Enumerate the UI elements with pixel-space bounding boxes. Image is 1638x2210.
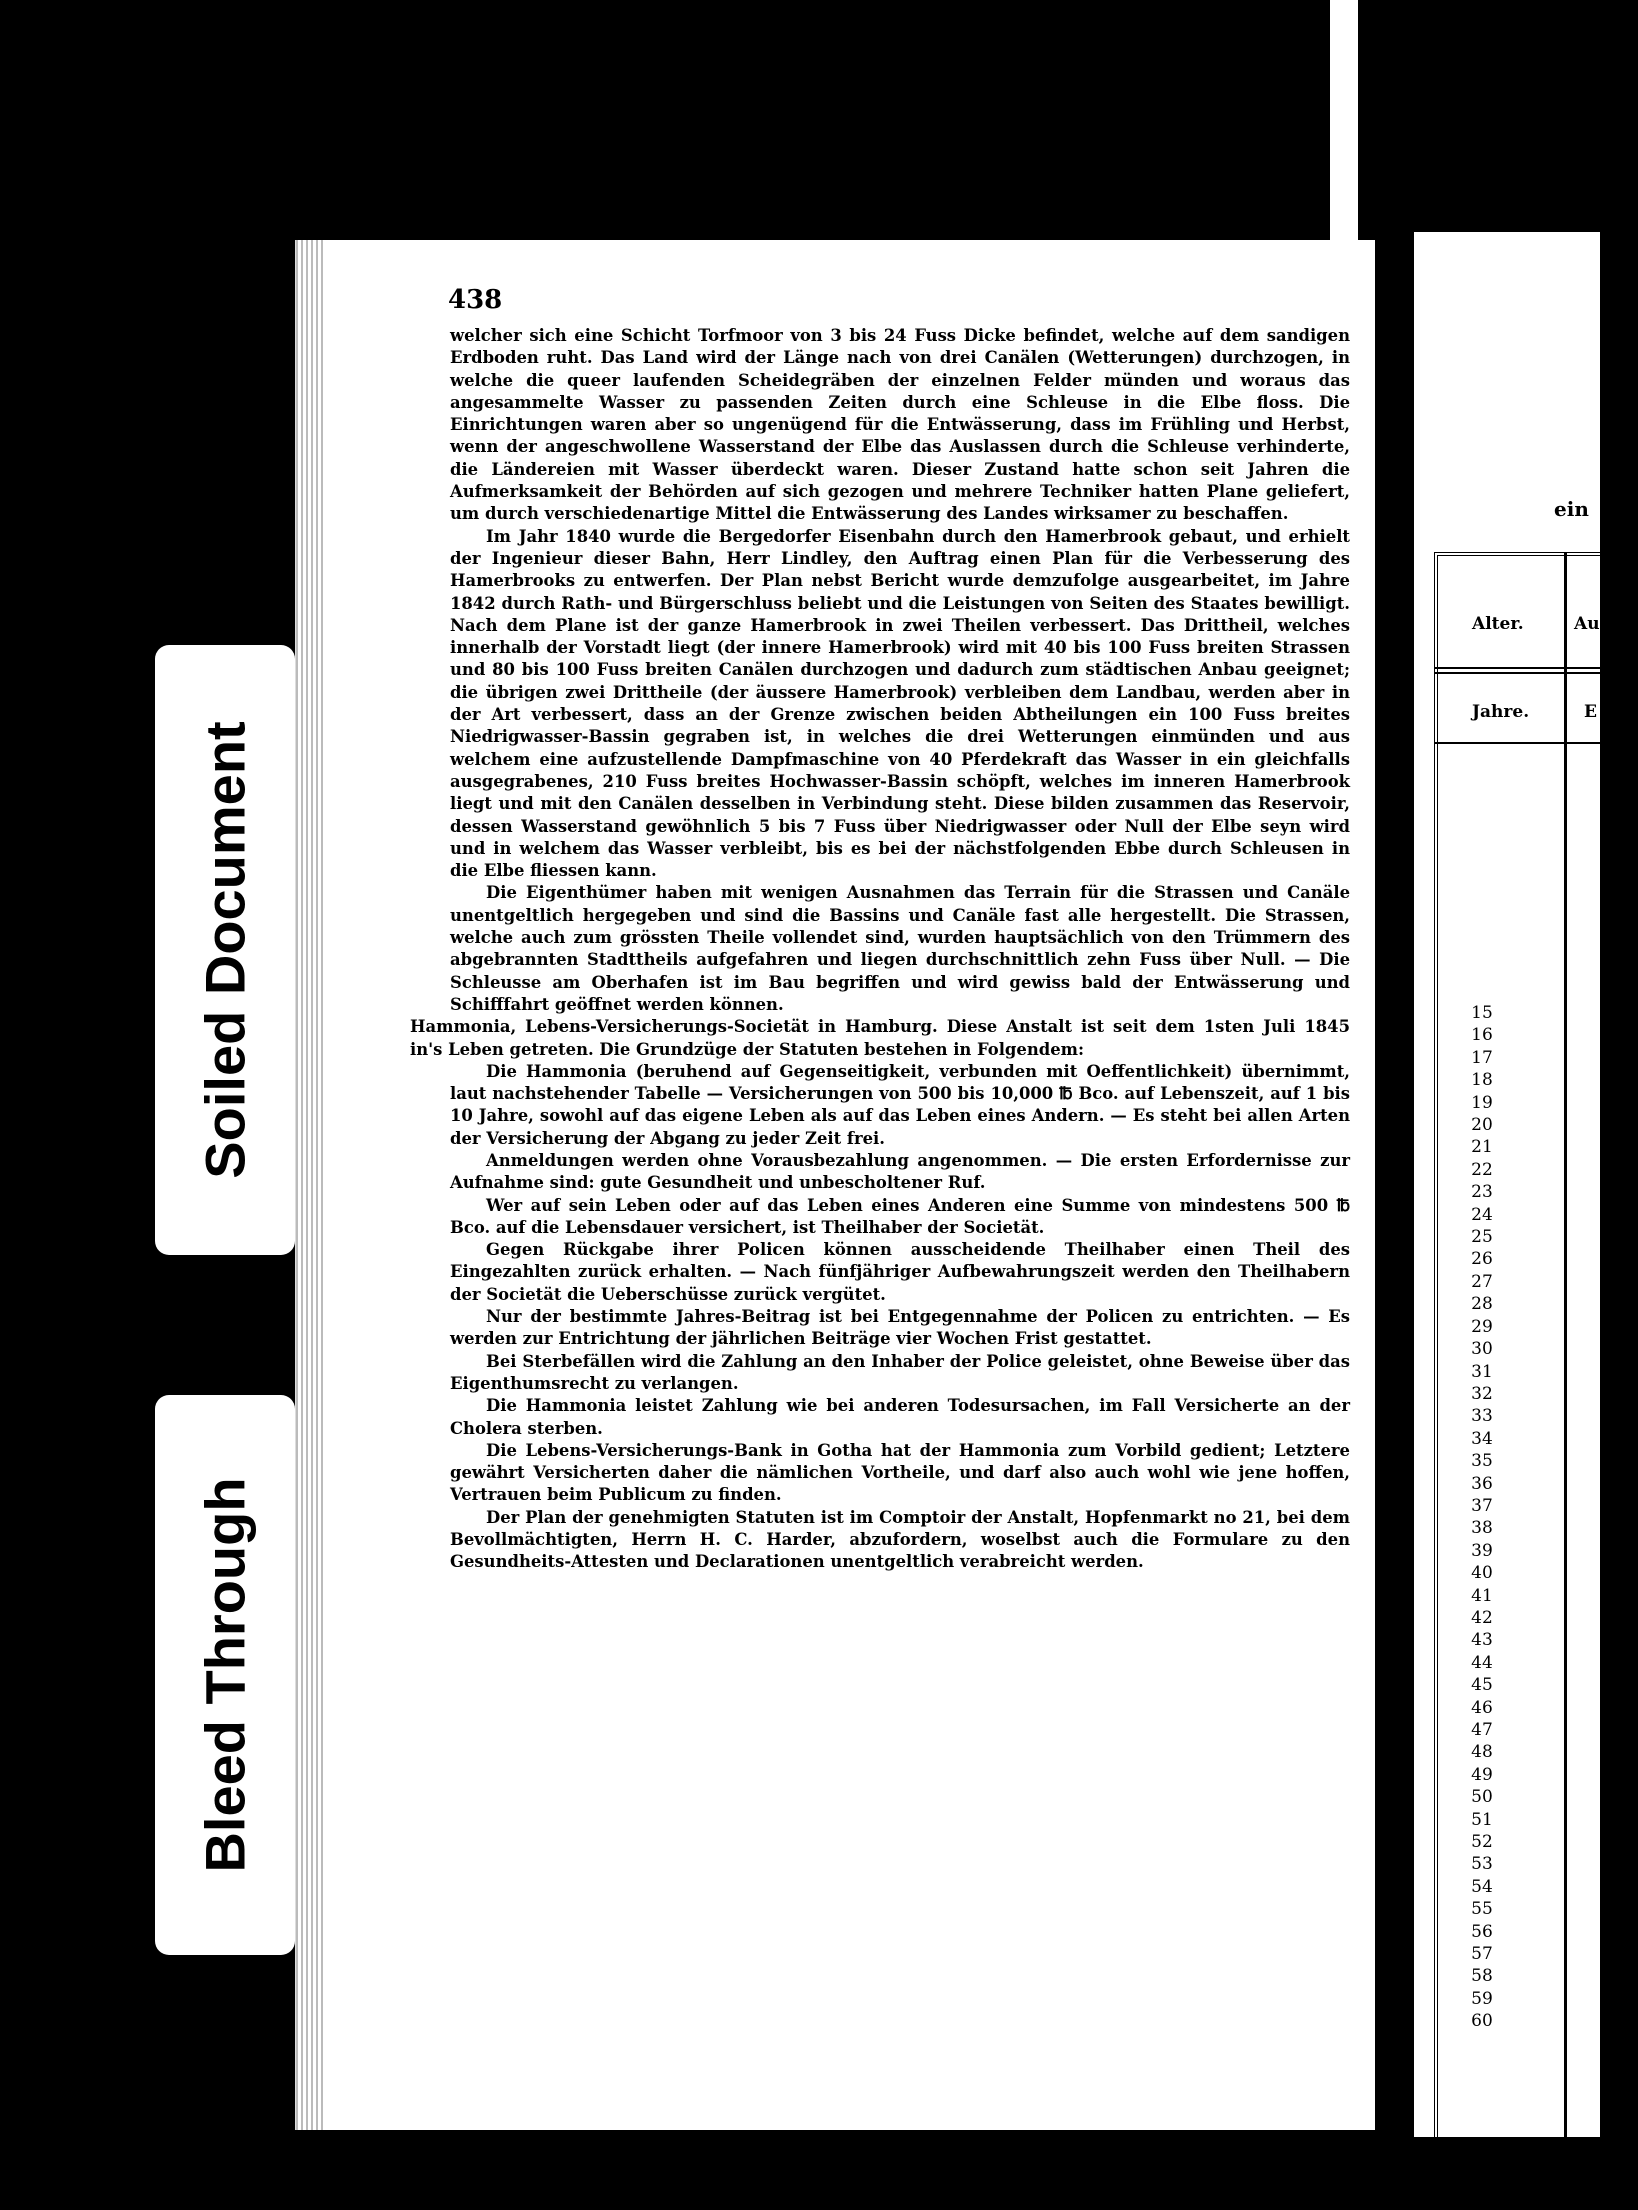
page-number: 438 — [448, 285, 503, 315]
age-cell: 51 — [1471, 1809, 1493, 1830]
age-cell: 45 — [1471, 1675, 1493, 1696]
col-jahre-subheader: Jahre. — [1472, 702, 1530, 722]
age-cell: 57 — [1471, 1944, 1493, 1965]
table-rule — [1434, 742, 1634, 744]
age-cell: 59 — [1471, 1988, 1493, 2009]
bleed-label-text: Bleed Through — [193, 1477, 257, 1873]
age-cell: 22 — [1471, 1159, 1493, 1180]
age-cell: 48 — [1471, 1742, 1493, 1763]
age-cell: 53 — [1471, 1854, 1493, 1875]
age-cell: 56 — [1471, 1921, 1493, 1942]
paragraph: Die Eigenthümer haben mit wenigen Ausnahmen das Terrain für die Strassen und Canäle unentgeltlich hergegeben und sind die Bassins und Canäle fast alle hergestellt. Die Strassen, welche auch zum grössten Theile vollendet sind, wurden hauptsächlich von den Trümmern des abgebrannten Stadttheils aufgefahren und liegen durchschnittlich zehn Fuss über Null. — Die Schleusse am Oberhafen ist im Bau begriffen und wird gewiss bald der Entwässerung und Schifffahrt geöffnet werden können. — [450, 883, 1350, 1014]
right-heading-fragment: ein — [1554, 497, 1589, 521]
table-rule — [1434, 2147, 1634, 2149]
age-cell: 28 — [1471, 1294, 1493, 1315]
paragraph: Hammonia, Lebens-Versicherungs-Societät in Hamburg. Diese Anstalt ist seit dem 1sten Juli 1845 in's Leben getreten. Die Grundzüge der Statuten bestehen in Folgendem: — [410, 1017, 1350, 1059]
age-cell: 46 — [1471, 1697, 1493, 1718]
age-cell: 43 — [1471, 1630, 1493, 1651]
age-column — [1442, 1002, 1522, 2033]
age-cell: 17 — [1471, 1047, 1493, 1068]
paragraph: Anmeldungen werden ohne Vorausbezahlung angenommen. — Die ersten Erfordernisse zur Aufnahme sind: gute Gesundheit und unbescholtener Ruf. — [450, 1150, 1350, 1193]
age-cell: 18 — [1471, 1070, 1493, 1091]
paragraph: Die Lebens-Versicherungs-Bank in Gotha hat der Hammonia zum Vorbild gedient; Letztere gewährt Versicherten daher die nämlichen Vortheile, und darf also auch wohl wie jene hoffen, Vertrauen beim Publicum zu finden. — [450, 1440, 1350, 1505]
age-cell: 23 — [1471, 1182, 1493, 1203]
paragraph: Bei Sterbefällen wird die Zahlung an den Inhaber der Police geleistet, ohne Beweise über das Eigenthumsrecht zu verlangen. — [450, 1351, 1350, 1393]
age-cell: 47 — [1471, 1720, 1493, 1740]
table-column-divider — [1564, 552, 1567, 2202]
age-cell: 58 — [1471, 1966, 1493, 1987]
paragraph: Die Hammonia (beruhend auf Gegenseitigkeit, verbunden mit Oeffentlichkeit) übernimmt, laut nachstehender Tabelle — Versicherungen von 500 bis 10,000 ℔ Bco. auf Lebenszeit, auf 1 bis 10 Jahre, sowohl auf das eigene Leben als auf das Leben eines Andern. — Es steht bei allen Arten der Versicherung der Abgang zu jeder Zeit frei. — [450, 1061, 1350, 1148]
soiled-label-text: Soiled Document — [193, 721, 257, 1179]
age-cell: 55 — [1471, 1899, 1493, 1920]
age-cell: 39 — [1471, 1540, 1493, 1561]
table-rule — [1434, 667, 1634, 669]
age-cell: 42 — [1471, 1607, 1493, 1628]
age-cell: 44 — [1471, 1652, 1493, 1673]
age-cell: 36 — [1471, 1473, 1493, 1494]
age-cell: 29 — [1471, 1316, 1493, 1337]
age-cell: 26 — [1471, 1249, 1493, 1270]
paragraph: Der Plan der genehmigten Statuten ist im Comptoir der Anstalt, Hopfenmarkt no 21, bei dem Bevollmächtigten, Herrn H. C. Harder, abzufordern, woselbst auch die Formulare zu den Gesundheits-Attesten und Declarationen unentgeltlich verabreicht werden. — [450, 1507, 1350, 1572]
age-cell: 19 — [1471, 1092, 1493, 1113]
age-cell: 24 — [1471, 1204, 1493, 1225]
age-cell: 38 — [1471, 1518, 1493, 1539]
book-gutter — [1376, 240, 1414, 2130]
age-cell: 20 — [1471, 1115, 1493, 1136]
background-strip — [1330, 0, 1358, 240]
col-au-header: Au — [1574, 614, 1600, 634]
bleed-through-label — [155, 1395, 295, 1955]
age-cell: 16 — [1471, 1025, 1493, 1046]
age-cell: 34 — [1471, 1428, 1493, 1449]
age-cell: 31 — [1471, 1361, 1493, 1382]
age-cell: 35 — [1471, 1451, 1493, 1472]
age-cell: 52 — [1471, 1832, 1493, 1853]
age-cell: 60 — [1471, 2011, 1493, 2032]
col-alter-header: Alter. — [1472, 614, 1524, 634]
paragraph: Nur der bestimmte Jahres-Beitrag ist bei Entgegennahme der Policen zu entrichten. — Es werden zur Entrichtung der jährlichen Beiträge vier Wochen Frist gestattet. — [450, 1307, 1350, 1349]
main-text — [410, 325, 1350, 1574]
age-cell: 30 — [1471, 1339, 1493, 1360]
age-cell: 21 — [1471, 1137, 1493, 1158]
age-cell: 54 — [1471, 1876, 1493, 1897]
page-edges — [296, 240, 326, 2130]
age-cell: 25 — [1471, 1227, 1493, 1248]
paragraph: welcher sich eine Schicht Torfmoor von 3 bis 24 Fuss Dicke befindet, welche auf dem sandigen Erdboden ruht. Das Land wird der Länge nach von drei Canälen (Wetterungen) durchzogen, in welche die queer laufenden Scheidegräben der einzelnen Felder münden und woraus das angesammelte Wasser zu passenden Zeiten durch eine Schleuse in die Elbe floss. Die Einrichtungen waren aber so ungenügend für die Entwässerung, dass im Frühling und Herbst, wenn der angeschwollene Wasserstand der Elbe das Auslassen durch die Schleuse verhinderte, die Ländereien mit Wasser überdeckt waren. Dieser Zustand hatte schon seit Jahren die Aufmerksamkeit der Behörden auf sich gezogen und mehrere Techniker hatten Plane geliefert, um durch verschiedenartige Mittel die Entwässerung des Landes wirksamer zu beschaffen. — [450, 326, 1350, 524]
paragraph: Im Jahr 1840 wurde die Bergedorfer Eisenbahn durch den Hamerbrook gebaut, und erhielt der Ingenieur dieser Bahn, Herr Lindley, den Auftrag einen Plan für die Verbesserung des Hamerbrooks zu entwerfen. Der Plan nebst Bericht wurde demzufolge ausgearbeitet, im Jahre 1842 durch Rath- und Bürgerschluss beliebt und die Leistungen von Seiten des Staates bewilligt. Nach dem Plane ist der ganze Hamerbrook in zwei Theilen verbessert. Das Drittheil, welches innerhalb der Vorstadt liegt (der innere Hamerbrook) wird mit 40 bis 100 Fuss breiten Strassen und 80 bis 100 Fuss breiten Canälen durchzogen und dadurch zum städtischen Anbau geeignet; die übrigen zwei Drittheile (der äussere Hamerbrook) verbleiben dem Landbau, werden aber in der Art verbessert, dass an der Grenze zwischen beiden Abtheilungen ein 100 Fuss breites Niedrigwasser-Bassin gegraben ist, in welches die drei Wetterungen einmünden und aus welchem eine aufzustellende Dampfmaschine von 40 Pferdekraft das Wasser in ein gleichfalls ausgegrabenes, 210 Fuss breites Hochwasser-Bassin schöpft, welches im inneren Hamerbrook liegt und mit den Canälen desselben in Verbindung steht. Diese bilden zusammen das Reservoir, dessen Wasserstand gewöhnlich 5 bis 7 Fuss über Niedrigwasser oder Null der Elbe seyn wird und in welchem das Wasser verbleibt, bis es bei der nächstfolgenden Ebbe durch Schleusen in die Elbe fliessen kann. — [450, 526, 1350, 881]
age-cell: 15 — [1471, 1003, 1493, 1023]
table-rule — [1434, 672, 1634, 674]
age-cell: 37 — [1471, 1495, 1493, 1516]
paragraph: Wer auf sein Leben oder auf das Leben eines Anderen eine Summe von mindestens 500 ℔ Bco. auf die Lebensdauer versichert, ist Theilhaber der Societät. — [450, 1195, 1350, 1237]
paragraph: Gegen Rückgabe ihrer Policen können ausscheidende Theilhaber einen Theil des Eingezahlten zurück erhalten. — Nach fünfjähriger Aufbewahrungszeit werden den Theilhabern der Societät die Ueberschüsse zurück vergütet. — [450, 1240, 1350, 1304]
age-cell: 41 — [1471, 1585, 1493, 1606]
right-page — [1414, 232, 1600, 2170]
age-cell: 49 — [1471, 1764, 1493, 1785]
age-cell: 33 — [1471, 1406, 1493, 1427]
soiled-document-label — [155, 645, 295, 1255]
age-cell: 27 — [1471, 1271, 1493, 1292]
table-footer: 500 ℔ Bco. — [1484, 2150, 1587, 2170]
age-cell: 50 — [1471, 1787, 1493, 1808]
age-cell: 40 — [1471, 1563, 1493, 1584]
age-cell: 32 — [1471, 1383, 1493, 1404]
paragraph: Die Hammonia leistet Zahlung wie bei anderen Todesursachen, im Fall Versicherte an der Cholera sterben. — [450, 1396, 1350, 1438]
col-e-subheader: E — [1584, 702, 1597, 722]
